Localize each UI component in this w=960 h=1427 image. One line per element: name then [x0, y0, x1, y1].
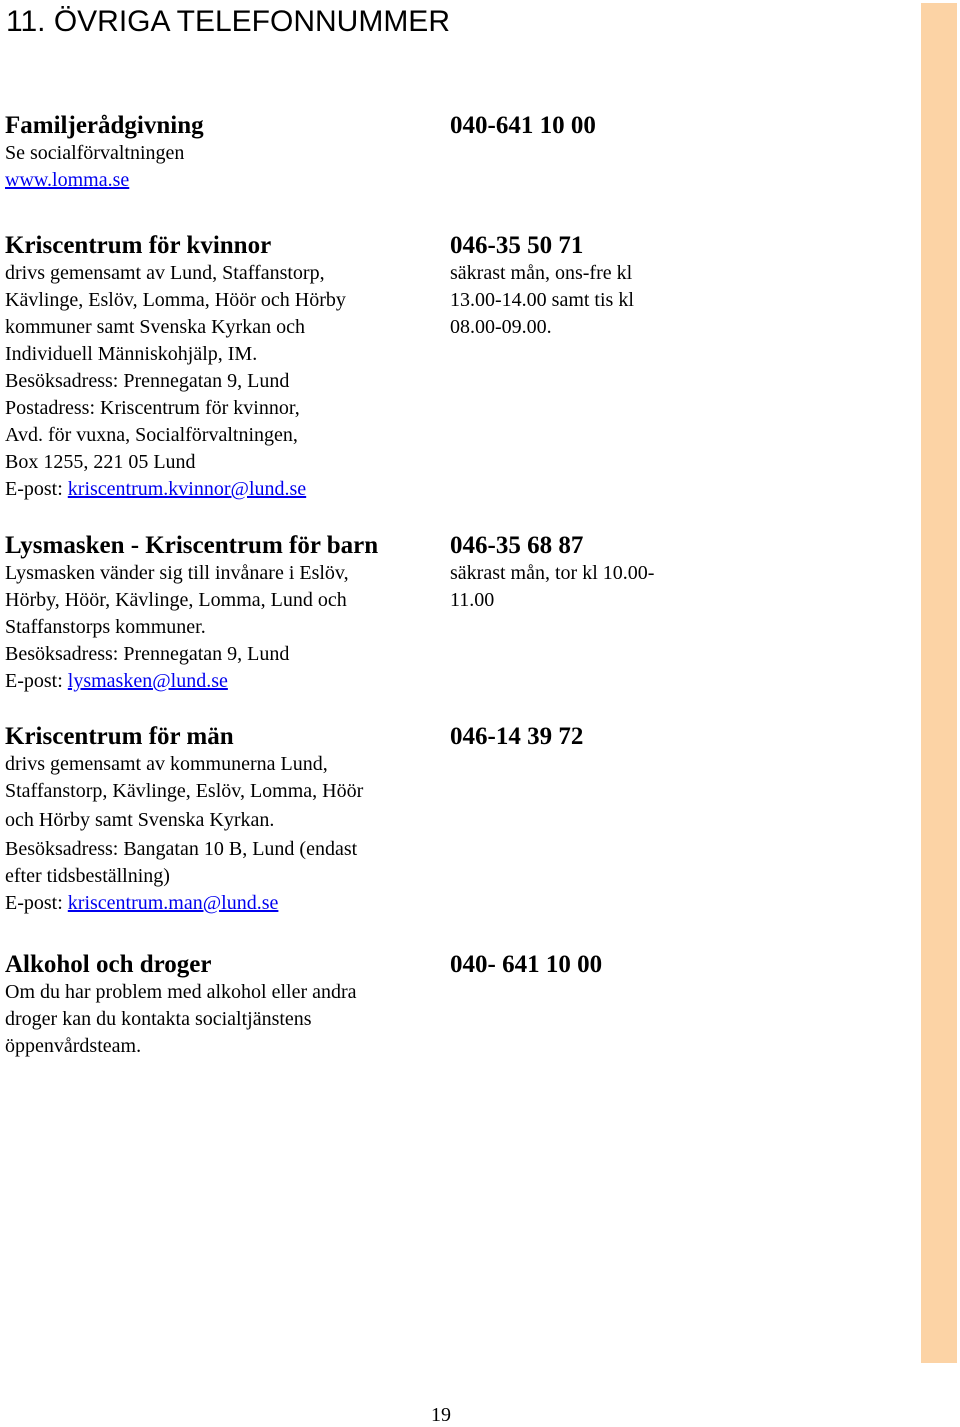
info-line: Staffanstorps kommuner.	[5, 616, 206, 638]
side-color-bar	[921, 3, 957, 1363]
page-title: 11. ÖVRIGA TELEFONNUMMER	[6, 5, 450, 38]
info-line: droger kan du kontakta socialtjänstens	[5, 1008, 312, 1030]
section-title: Familjerådgivning	[5, 112, 204, 139]
info-line: Se socialförvaltningen	[5, 142, 185, 164]
info-line: Box 1255, 221 05 Lund	[5, 451, 196, 473]
email-line	[5, 476, 445, 503]
email-line	[5, 890, 445, 917]
email-label: E-post:	[5, 892, 68, 914]
info-line: Lysmasken vänder sig till invånare i Eslöv,	[5, 562, 349, 584]
phone-number: 046-35 68 87	[450, 532, 584, 559]
info-line: Avd. för vuxna, Socialförvaltningen,	[5, 424, 298, 446]
email-link[interactable]: kriscentrum.kvinnor@lund.se	[67, 478, 307, 500]
info-line: Kävlinge, Eslöv, Lomma, Höör och Hörby	[5, 289, 346, 311]
website-link[interactable]: www.lomma.se	[5, 169, 130, 191]
email-line	[5, 668, 445, 695]
phone-number: 040- 641 10 00	[450, 951, 603, 978]
section-title: Kriscentrum för män	[5, 723, 234, 750]
email-label: E-post:	[5, 478, 68, 500]
info-line: Individuell Människohjälp, IM.	[5, 343, 258, 365]
info-line: Besöksadress: Prennegatan 9, Lund	[5, 370, 290, 392]
section-title: Lysmasken - Kriscentrum för barn	[5, 532, 379, 559]
info-line: öppenvårdsteam.	[5, 1035, 142, 1057]
hours-note: säkrast mån, ons-fre kl	[450, 262, 633, 284]
hours-note: 13.00-14.00 samt tis kl	[450, 289, 634, 311]
phone-number: 046-35 50 71	[450, 232, 584, 259]
section-title: Kriscentrum för kvinnor	[5, 232, 272, 259]
info-line: Postadress: Kriscentrum för kvinnor,	[5, 397, 300, 419]
info-line: drivs gemensamt av Lund, Staffanstorp,	[5, 262, 325, 284]
info-line: Om du har problem med alkohol eller andra	[5, 981, 357, 1003]
info-line: Hörby, Höör, Kävlinge, Lomma, Lund och	[5, 589, 347, 611]
info-line: Staffanstorp, Kävlinge, Eslöv, Lomma, Höör	[5, 780, 364, 802]
info-line: Besöksadress: Bangatan 10 B, Lund (endast	[5, 838, 358, 860]
hours-note: 11.00	[450, 589, 495, 611]
info-line: efter tidsbeställning)	[5, 865, 170, 887]
info-line: och Hörby samt Svenska Kyrkan.	[5, 809, 275, 831]
phone-number: 040-641 10 00	[450, 112, 596, 139]
hours-note: säkrast mån, tor kl 10.00-	[450, 562, 655, 584]
email-link[interactable]: kriscentrum.man@lund.se	[67, 892, 279, 914]
email-label: E-post:	[5, 670, 68, 692]
info-line: drivs gemensamt av kommunerna Lund,	[5, 753, 328, 775]
phone-number: 046-14 39 72	[450, 723, 584, 750]
info-line: kommuner samt Svenska Kyrkan och	[5, 316, 305, 338]
hours-note: 08.00-09.00.	[450, 316, 552, 338]
section-title: Alkohol och droger	[5, 951, 212, 978]
page-number: 19	[431, 1404, 451, 1426]
email-link[interactable]: lysmasken@lund.se	[67, 670, 228, 692]
info-line: Besöksadress: Prennegatan 9, Lund	[5, 643, 290, 665]
